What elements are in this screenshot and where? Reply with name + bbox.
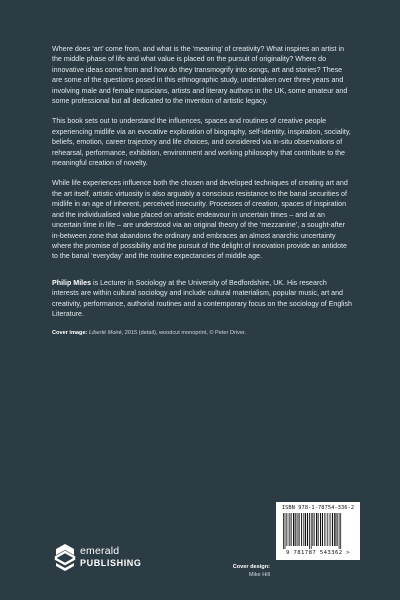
cover-designer-name: Mike Hill	[248, 571, 270, 578]
publisher-logo	[54, 542, 164, 576]
cover-design-credit	[212, 564, 270, 579]
blurb-paragraph-3: While life experiences influence both the chosen and developed techniques of creating art and the art itself, artistic virtuosity is also arguably a conscious resistance to the banal securities of midlife in an age of inherent, perceived insecurity. Processes of creation, spaces of inspiration and the individualised value placed on artistic endeavour in uncertain times – and at an uncertain time in life – are understood via an original theory of the ‘mezzanine’, a sought-after in-between zone that abandons the ordinary and embraces an almost anarchic uncertainty where the promise of possibility and the pursuit of the delight of innovation provide an antidote to the banal ‘everyday’ and the routine expectancies of middle age.	[52, 179, 348, 261]
blurb-paragraph-1: Where does ‘art’ come from, and what is the ‘meaning’ of creativity? What inspires an artist in the middle phase of life and what value is placed on the pursuit of originality? Where do innovative ideas come from and how do they transmogrify into songs, art and stories? These are some of the questions posed in this ethnographic study, undertaken over three years and involving male and female musicians, artists and literary authors in the UK, some amateur and some professional but all dedicated to the invention of artistic legacy.	[52, 45, 348, 106]
author-bio	[52, 278, 352, 320]
publisher-name: emerald	[80, 545, 120, 557]
emerald-logo-icon	[54, 542, 76, 572]
author-name: Philip Miles	[52, 278, 92, 287]
cover-image-label: Cover image:	[52, 330, 89, 337]
cover-design-label: Cover design:	[232, 564, 270, 570]
ean-digits: 9 781787 543362 >	[285, 550, 351, 556]
cover-image-title: Liberté Moiré	[89, 330, 122, 337]
author-bio-text: is Lecturer in Sociology at the University of Bedfordshire, UK. His research interests are within cultural sociology and include cultural materialism, popular music, art and creativity, performance, authorial routines and a contemporary focus on the sociology of English Literature.	[52, 278, 352, 318]
isbn-barcode	[276, 502, 360, 560]
blurb-text-block	[52, 44, 352, 337]
cover-image-details: , 2015 (detail), woodcut monoprint, © Peter Driver.	[121, 330, 247, 337]
blurb-paragraph-2: This book sets out to understand the influences, spaces and routines of creative people experiencing midlife via an evocative exploration of biography, self-identity, inspiration, sociality, beliefs, emotion, career trajectory and life choices, and considered via in-situ observations of rehearsal, performance, exhibition, environment and working philosophy that contribute to the meaningful creation of novelty.	[52, 117, 351, 168]
isbn-number: ISBN 978-1-78754-336-2	[281, 505, 355, 511]
barcode-bars	[282, 513, 354, 549]
cover-image-credit	[52, 329, 352, 337]
publisher-sub: PUBLISHING	[80, 558, 142, 568]
